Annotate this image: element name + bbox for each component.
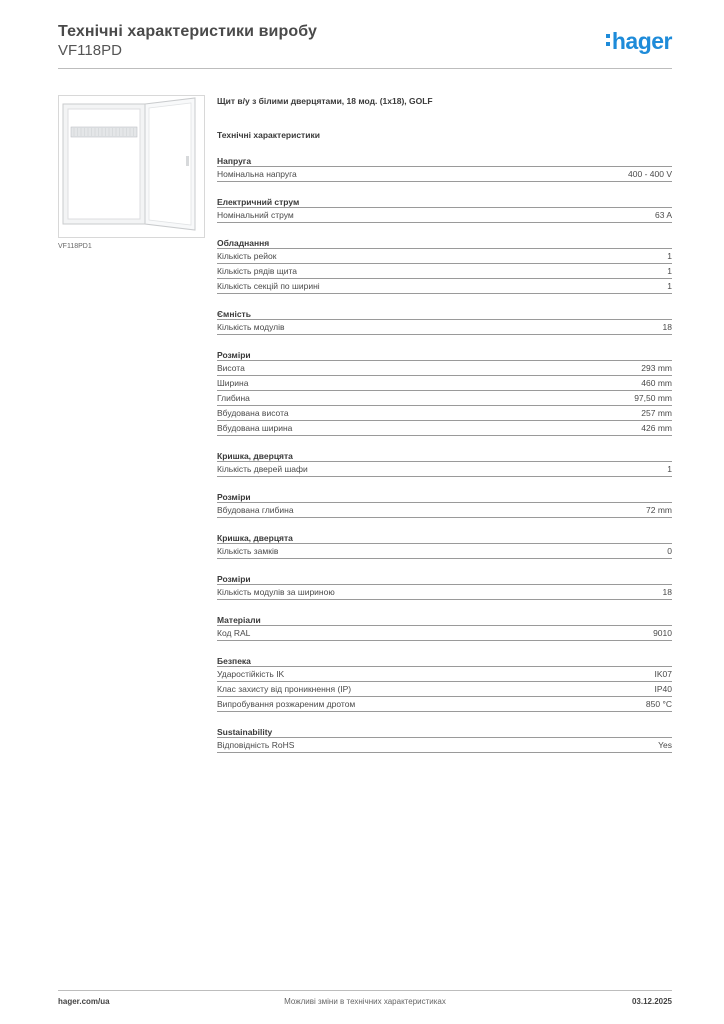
header-divider — [58, 68, 672, 69]
spec-label: Кількість модулів — [217, 322, 285, 332]
spec-value: 1 — [667, 464, 672, 474]
spec-row — [217, 585, 672, 600]
spec-label: Номінальний струм — [217, 210, 294, 220]
spec-label: Кількість дверей шафи — [217, 464, 308, 474]
spec-row — [217, 682, 672, 697]
spec-group-title: Матеріали — [217, 614, 672, 626]
spec-row — [217, 279, 672, 294]
spec-row — [217, 361, 672, 376]
footer-divider — [58, 990, 672, 991]
spec-label: Номінальна напруга — [217, 169, 297, 179]
spec-value: 72 mm — [646, 505, 672, 515]
footer-website-link[interactable]: hager.com/ua — [58, 997, 110, 1006]
spec-label: Глибина — [217, 393, 250, 403]
spec-label: Випробування розжареним дротом — [217, 699, 356, 709]
spec-row — [217, 320, 672, 335]
spec-value: 18 — [662, 587, 672, 597]
spec-label: Вбудована ширина — [217, 423, 293, 433]
spec-row — [217, 406, 672, 421]
spec-row — [217, 376, 672, 391]
spec-value: 1 — [667, 266, 672, 276]
spec-label: Відповідність RoHS — [217, 740, 295, 750]
image-caption: VF118PD1 — [58, 243, 92, 250]
spec-group-title: Розміри — [217, 349, 672, 361]
spec-label: Висота — [217, 363, 245, 373]
footer-date: 03.12.2025 — [631, 997, 672, 1006]
footer-disclaimer: Можливі зміни в технічних характеристиках — [284, 997, 446, 1006]
spec-row — [217, 738, 672, 753]
spec-row — [217, 462, 672, 477]
spec-row — [217, 208, 672, 223]
spec-group-title: Кришка, дверцята — [217, 532, 672, 544]
spec-value: 460 mm — [641, 378, 672, 388]
spec-value: 9010 — [653, 628, 672, 638]
spec-value: 1 — [667, 281, 672, 291]
spec-label: Вбудована глибина — [217, 505, 294, 515]
spec-row — [217, 421, 672, 436]
spec-label: Кількість секцій по ширині — [217, 281, 320, 291]
spec-content — [217, 95, 672, 753]
spec-label: Кількість рейок — [217, 251, 277, 261]
logo-text: hager — [611, 28, 672, 54]
spec-row — [217, 264, 672, 279]
spec-groups — [217, 155, 672, 753]
spec-label: Вбудована висота — [217, 408, 289, 418]
spec-row — [217, 391, 672, 406]
page-footer — [58, 997, 672, 1009]
spec-value: 850 °C — [645, 699, 672, 709]
spec-label: Клас захисту від проникнення (IP) — [217, 684, 352, 694]
logo-dots-icon — [606, 34, 611, 50]
spec-group-title: Кришка, дверцята — [217, 450, 672, 462]
spec-value: IK07 — [654, 669, 672, 679]
spec-row — [217, 167, 672, 182]
spec-row — [217, 503, 672, 518]
page-header — [58, 22, 672, 70]
spec-value: 1 — [667, 251, 672, 261]
spec-row — [217, 249, 672, 264]
spec-value: 63 A — [654, 210, 672, 220]
spec-label: Кількість замків — [217, 546, 279, 556]
product-name: Щит в/у з білими дверцятами, 18 мод. (1x18), GOLF — [217, 96, 433, 106]
spec-value: 257 mm — [641, 408, 672, 418]
spec-group-title: Розміри — [217, 573, 672, 585]
spec-value: Yes — [658, 740, 672, 750]
document-title: Технічні характеристики виробу — [58, 23, 317, 40]
spec-label: Кількість модулів за шириною — [217, 587, 335, 597]
spec-group-title: Обладнання — [217, 237, 672, 249]
spec-label: Ширина — [217, 378, 249, 388]
spec-value: IP40 — [654, 684, 672, 694]
hager-logo — [606, 28, 672, 55]
product-code: VF118PD — [58, 42, 122, 59]
distribution-board-illustration — [59, 96, 204, 237]
spec-value: 18 — [662, 322, 672, 332]
spec-value: 400 - 400 V — [628, 169, 672, 179]
spec-group-title: Sustainability — [217, 726, 672, 738]
spec-label: Ударостійкість IK — [217, 669, 285, 679]
spec-group-title: Розміри — [217, 491, 672, 503]
spec-label: Код RAL — [217, 628, 251, 638]
specifications-heading: Технічні характеристики — [217, 130, 320, 140]
spec-label: Кількість рядів щита — [217, 266, 297, 276]
product-image — [58, 95, 205, 238]
spec-row — [217, 626, 672, 641]
spec-value: 426 mm — [641, 423, 672, 433]
spec-value: 0 — [667, 546, 672, 556]
spec-row — [217, 667, 672, 682]
spec-group-title: Ємність — [217, 308, 672, 320]
spec-group-title: Безпека — [217, 655, 672, 667]
spec-row — [217, 697, 672, 712]
spec-group-title: Напруга — [217, 155, 672, 167]
spec-value: 293 mm — [641, 363, 672, 373]
spec-value: 97,50 mm — [634, 393, 672, 403]
spec-row — [217, 544, 672, 559]
spec-group-title: Електричний струм — [217, 196, 672, 208]
